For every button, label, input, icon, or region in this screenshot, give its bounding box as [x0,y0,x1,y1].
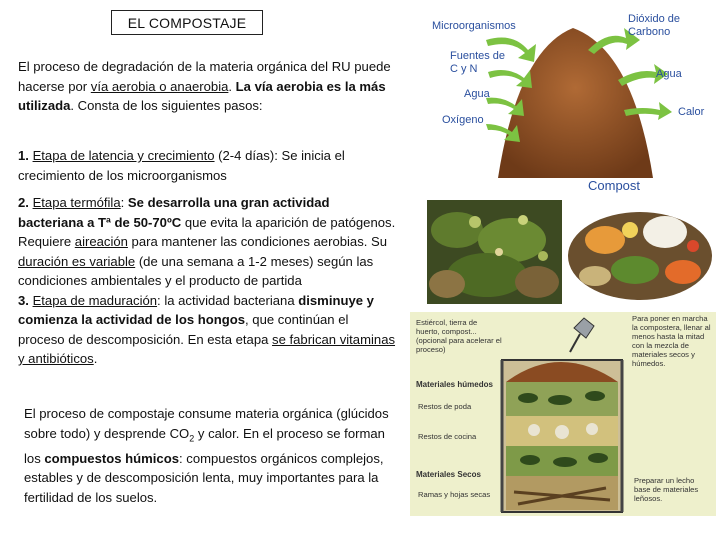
step-3-number: 3. [18,292,33,308]
step-1-text: (2-4 días): Se inicia el crecimiento de los microorganismos [18,148,345,183]
step-1-name: Etapa de latencia y crecimiento [32,148,215,163]
step-2-text: que evita la aparición de patógenos. Requiere [18,214,396,249]
bin-label-poda: Restos de poda [418,402,472,411]
closing-subscript: 2 [189,433,195,444]
step-2-name: Etapa termófila [32,195,121,210]
step-3-text: : la actividad bacteriana [157,292,299,308]
compost-pile-photo [427,200,562,304]
compost-diagram [428,10,712,196]
step-2-3-paragraph [18,193,398,369]
step-3-bold: disminuye y comienza la actividad de los hongos [18,292,374,327]
step-1-number: 1. [18,148,33,163]
step-1-paragraph [18,146,398,185]
label-microorganismos: Microorganismos [432,20,516,32]
bin-label-secos: Materiales Secos [416,470,481,479]
step-2-text: para mantener las condiciones aerobias. Su [127,234,388,249]
bin-label-top-right: Para poner en marcha la compostera, llenar al menos hasta la mitad con la mezcla de materiales secos y húmedos. [632,314,711,368]
compost-bin-diagram [410,312,716,516]
label-agua-in: Agua [464,88,490,100]
kitchen-scraps-image [565,200,715,304]
step-2-number: 2. [18,195,33,210]
kitchen-scraps-photo [565,200,715,304]
intro-text: . Consta de los siguientes pasos: [70,98,263,113]
label-oxigeno: Oxígeno [442,114,484,126]
intro-underline: vía aerobia o anaerobia [90,78,229,94]
intro-bold: La vía aerobia es la más utilizada [18,78,386,113]
label-dioxido: Dióxido de [628,13,680,25]
bin-label-top-left: Estiércol, tierra de huerto, compost... (opcional para acelerar el proceso) [416,318,502,354]
compost-pile-image [427,200,562,304]
step-3-text: , que continúan el proceso de descomposición. En esta etapa [18,312,349,347]
closing-text: y calor. En el proceso se forman los [24,425,385,466]
bin-label-bottom-right: Preparar un lecho base de materiales leñosos. [634,476,699,503]
step-2-underline: duración es variable [18,253,136,269]
label-fuentes-cn: C y N [450,63,478,75]
label-calor: Calor [678,106,705,118]
bin-label-cocina: Restos de cocina [418,432,477,441]
intro-text: El proceso de degradación de la materia orgánica del RU puede hacerse por [18,59,391,94]
label-carbono: Carbono [628,26,671,38]
step-3-underline: se fabrican vitaminas y antibióticos [18,331,396,366]
step-3-name: Etapa de maduración [32,292,158,308]
label-compost: Compost [588,178,641,193]
bin-label-humedos: Materiales húmedos [416,380,493,389]
label-agua-out: Agua [656,68,682,80]
page-title: EL COMPOSTAJE [111,10,263,35]
step-2-bold: Se desarrolla una gran actividad bacteriana a Tª de 50-70ºC [18,195,330,230]
bin-label-ramas: Ramas y hojas secas [418,490,491,499]
label-fuentes: Fuentes de [450,50,506,62]
closing-paragraph [24,404,400,507]
step-2-underline: aireación [74,234,128,249]
step-3-text: . [93,351,98,366]
intro-text: . [228,78,236,94]
intro-paragraph [18,57,398,116]
closing-text: El proceso de compostaje consume materia orgánica (glúcidos sobre todo) y desprende CO [24,406,389,441]
step-2-text: (de una semana a 1-2 meses) según las condiciones ambientales y el producto de partida [18,253,374,288]
closing-bold: compuestos húmicos [44,450,179,466]
step-2-text: : [120,195,128,210]
closing-text: : compuestos orgánicos complejos, estables y de descomposición lenta, muy importantes para la fertilidad de los suelos. [24,450,384,505]
